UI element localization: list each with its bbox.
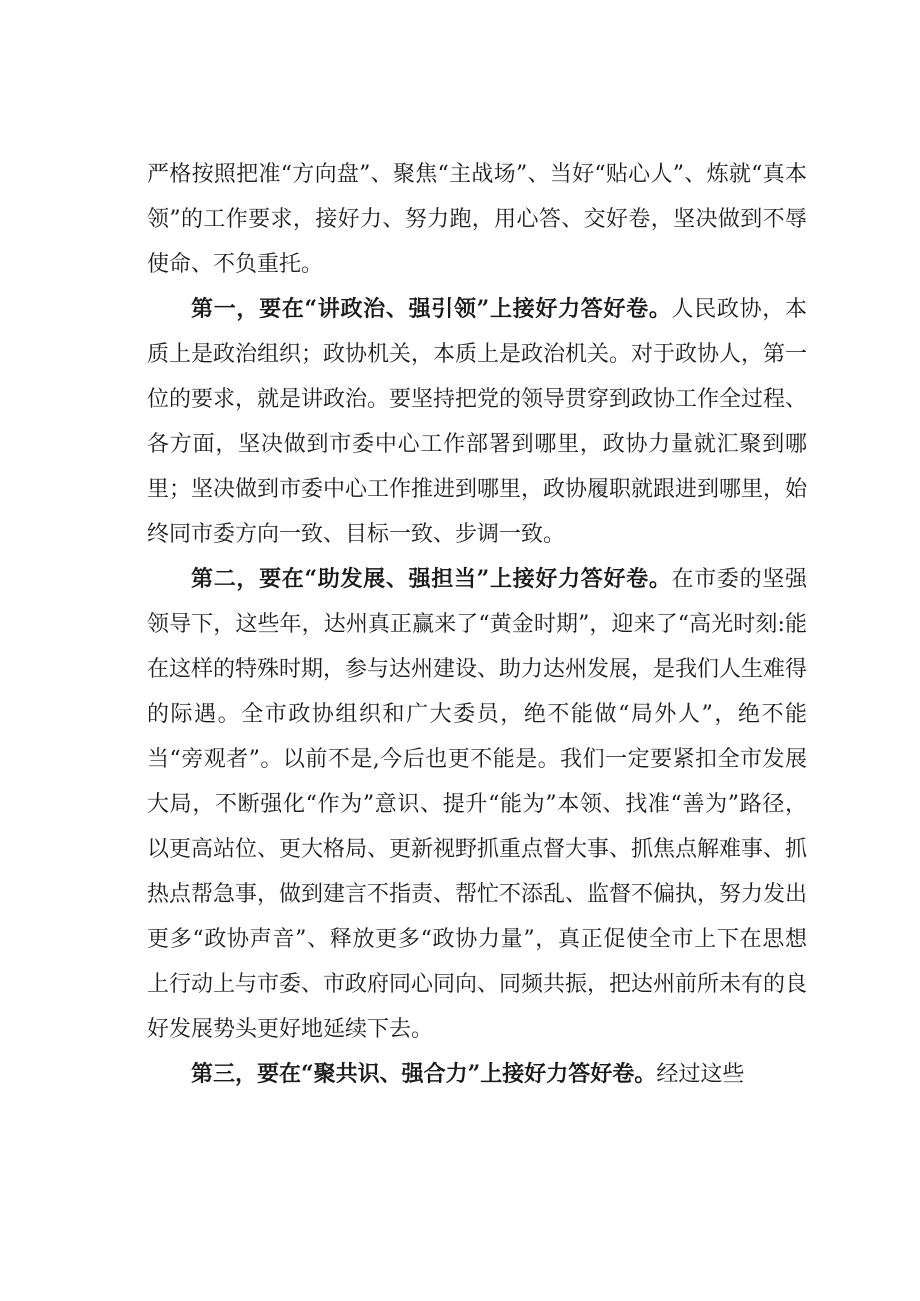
paragraph-third-point bbox=[147, 1052, 807, 1097]
paragraph-text: 经过这些 bbox=[656, 1062, 745, 1087]
paragraph-heading: 第一，要在“讲政治、强引领”上接好力答好卷。 bbox=[191, 296, 672, 322]
paragraph-first-point bbox=[147, 287, 807, 557]
document-body bbox=[147, 152, 807, 1097]
paragraph-heading: 第三，要在“聚共识、强合力”上接好力答好卷。 bbox=[191, 1061, 657, 1087]
paragraph-continuation bbox=[147, 152, 807, 287]
paragraph-text: 严格按照把准“方向盘”、聚焦“主战场”、当好“贴心人”、炼就“真本领”的工作要求，接好力、努力跑，用心答、交好卷，坚决做到不辱使命、不负重托。 bbox=[147, 162, 807, 277]
paragraph-second-point bbox=[147, 557, 807, 1052]
paragraph-text: 人民政协，本质上是政治组织；政协机关，本质上是政治机关。对于政协人，第一位的要求，就是讲政治。要坚持把党的领导贯穿到政协工作全过程、各方面，坚决做到市委中心工作部署到哪里，政协力量就汇聚到哪里；坚决做到市委中心工作推进到哪里，政协履职就跟进到哪里，始终同市委方向一致、目标一致、步调一致。 bbox=[147, 297, 808, 547]
paragraph-text: 在市委的坚强领导下，这些年，达州真正赢来了“黄金时期”，迎来了“高光时刻:能在这样的特殊时期，参与达州建设、助力达州发展，是我们人生难得的际遇。全市政协组织和广大委员，绝不能做“局外人”，绝不能当“旁观者”。以前不是,今后也更不能是。我们一定要紧扣全市发展大局，不断强化“作为”意识、提升“能为”本领、找准“善为”路径，以更高站位、更大格局、更新视野抓重点督大事、抓焦点解难事、抓热点帮急事，做到建言不指责、帮忙不添乱、监督不偏执，努力发出更多“政协声音”、释放更多“政协力量”，真正促使全市上下在思想上行动上与市委、市政府同心同向、同频共振，把达州前所未有的良好发展势头更好地延续下去。 bbox=[147, 567, 808, 1042]
paragraph-heading: 第二，要在“助发展、强担当”上接好力答好卷。 bbox=[191, 566, 672, 592]
